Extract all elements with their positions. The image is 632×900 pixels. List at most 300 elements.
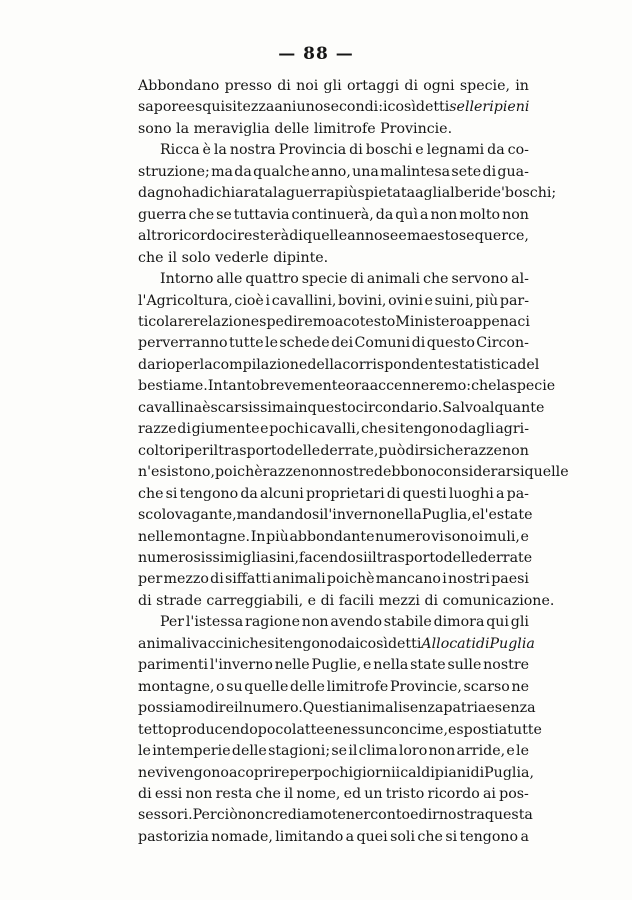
word: quelle	[303, 228, 348, 245]
word: quei	[356, 828, 388, 845]
word: è	[202, 142, 211, 159]
word: niuno	[282, 99, 324, 116]
word: le	[516, 743, 529, 760]
word: al-	[511, 271, 529, 288]
word: per	[175, 356, 200, 373]
word: dire	[205, 700, 234, 717]
word: gli	[323, 78, 342, 94]
word: questi	[402, 485, 447, 502]
word: detti	[387, 635, 422, 652]
text-line	[138, 162, 529, 183]
word: debbono	[373, 464, 436, 481]
word: per	[138, 571, 163, 588]
word: dagli	[458, 421, 495, 438]
word: pochi	[269, 421, 309, 438]
word: tristo	[385, 785, 425, 802]
word: avendo	[330, 614, 382, 631]
word: gli	[510, 614, 529, 631]
word: solo	[181, 249, 211, 266]
word: si	[387, 421, 399, 438]
word: di	[138, 785, 152, 802]
word: delle	[274, 120, 310, 137]
word: delle	[285, 442, 321, 459]
word: ora	[345, 378, 370, 395]
word: Ricca	[160, 142, 200, 159]
word: coltori	[138, 442, 185, 459]
word: coprire	[237, 764, 290, 781]
word: nomade,	[211, 828, 273, 845]
word: In	[250, 528, 266, 545]
word: dirsi	[405, 442, 438, 459]
word: che	[138, 249, 164, 266]
word: e	[186, 99, 195, 116]
word: da	[487, 142, 505, 159]
word: legnami	[426, 142, 485, 159]
word: secondi:	[323, 99, 383, 116]
text-line	[138, 548, 533, 569]
word: a	[334, 313, 344, 330]
word: e	[398, 228, 407, 245]
word: brevemente	[260, 378, 346, 395]
word: si	[267, 635, 280, 652]
word: Abbondano	[138, 78, 220, 94]
word: clima	[358, 743, 398, 760]
word: schede	[279, 335, 330, 352]
word: giorni	[353, 764, 396, 781]
text-line	[138, 505, 533, 526]
word: delle	[443, 549, 479, 566]
word: nella	[386, 507, 422, 524]
word: comunicazione.	[442, 592, 555, 609]
word: conto	[370, 807, 411, 824]
word: detti	[415, 99, 450, 116]
word: producendo	[172, 721, 258, 738]
word: Provincie.	[380, 120, 453, 137]
word: dai	[337, 635, 360, 652]
word: razze	[262, 464, 302, 481]
word: alcuni	[260, 485, 304, 502]
text-line	[138, 763, 534, 784]
word: il	[209, 442, 219, 459]
word: o	[216, 678, 225, 695]
word: vagante,	[174, 507, 237, 524]
word: tengono	[179, 485, 239, 502]
word: considerarsi	[435, 464, 525, 481]
word: siffatti	[224, 571, 272, 588]
word: dario	[138, 356, 176, 373]
body-text	[138, 76, 569, 848]
word: vengono	[168, 764, 229, 781]
word: dipinte.	[273, 249, 329, 266]
text-line	[138, 97, 529, 118]
word: in	[515, 78, 529, 94]
word: sessori.	[138, 807, 193, 824]
word: giumente	[191, 421, 260, 438]
word: muli,	[483, 528, 520, 545]
text-line	[138, 784, 529, 805]
word: in	[293, 399, 308, 416]
word: da	[375, 206, 394, 223]
text-line	[138, 634, 535, 655]
word: la	[213, 142, 227, 159]
word: nostre	[483, 657, 529, 674]
word: il	[234, 700, 244, 717]
italic-word: Allocati	[421, 635, 476, 652]
word: quelle	[524, 464, 569, 481]
word: mancano	[375, 571, 441, 588]
word: questa	[484, 807, 533, 824]
word: specie	[509, 378, 556, 395]
word: non	[502, 206, 529, 223]
word: dichiarata	[199, 185, 274, 202]
word: una	[352, 163, 379, 180]
word: pochi	[313, 764, 354, 781]
text-line	[138, 312, 529, 333]
word: non	[301, 464, 329, 481]
page-number: — 88 —	[278, 44, 354, 64]
word: maestose	[406, 228, 475, 245]
text-line	[138, 76, 529, 97]
word: di	[404, 78, 419, 94]
word: di	[289, 228, 303, 245]
word: resterà	[237, 228, 290, 245]
word: scarso	[463, 678, 510, 695]
word: a	[520, 828, 529, 845]
word: trasporto	[376, 549, 444, 566]
text-line	[138, 527, 529, 548]
word: i	[383, 99, 388, 116]
word: dagno	[138, 185, 183, 202]
word: spediremo	[259, 313, 335, 330]
word: derrate,	[320, 442, 379, 459]
text-line	[138, 441, 529, 462]
text-line	[138, 569, 529, 590]
word: Ministero	[395, 313, 465, 330]
word: il	[168, 249, 178, 266]
word: loro	[398, 743, 428, 760]
word: Provincia	[278, 142, 347, 159]
word: animali	[349, 700, 403, 717]
word: e	[506, 743, 515, 760]
text-line	[138, 612, 529, 633]
word: delle	[289, 678, 325, 695]
word: cioè	[234, 292, 264, 309]
word: numerosissimi	[138, 549, 243, 566]
word: e	[424, 292, 433, 309]
word: nome,	[296, 785, 341, 802]
text-line	[138, 248, 529, 269]
text-line	[138, 140, 529, 161]
text-line	[138, 827, 529, 848]
word: razze	[138, 421, 177, 438]
word: bestiame.	[138, 378, 208, 395]
word: facendosi	[299, 549, 368, 566]
word: di	[177, 421, 191, 438]
text-line	[138, 119, 529, 140]
word: guerra	[138, 206, 187, 223]
word: che	[241, 635, 268, 652]
word: cotesto	[343, 313, 396, 330]
word: tengono	[459, 828, 519, 845]
word: ai	[482, 785, 496, 802]
word: e	[415, 142, 424, 159]
word: dir	[418, 807, 439, 824]
word: così	[359, 635, 388, 652]
word: Perciò	[192, 807, 238, 824]
word: qualche	[253, 163, 310, 180]
word: cavalli,	[309, 421, 361, 438]
word: arride,	[456, 743, 506, 760]
word: cavallini,	[271, 292, 337, 309]
word: la	[176, 120, 190, 137]
text-line	[138, 419, 529, 440]
word: si	[445, 828, 458, 845]
word: non	[428, 743, 456, 760]
word: la	[273, 185, 287, 202]
word: vederle	[215, 249, 269, 266]
word: sono	[138, 120, 172, 137]
word: tutte	[228, 335, 264, 352]
word: animali	[272, 571, 326, 588]
word: ricordo	[172, 228, 225, 245]
word: nostre	[328, 464, 374, 481]
word: scarsissima	[210, 399, 294, 416]
word: n'esistono,	[138, 464, 215, 481]
text-line	[138, 376, 556, 397]
text-line	[138, 183, 557, 204]
word: par-	[499, 292, 529, 309]
word: nella	[373, 657, 409, 674]
word: luoghi	[448, 485, 494, 502]
italic-word: pieni	[493, 99, 530, 116]
word: dei	[331, 335, 354, 352]
text-line	[138, 333, 529, 354]
word: corrispondente	[342, 356, 452, 373]
word: piani	[434, 764, 471, 781]
word: numero.	[243, 700, 303, 717]
word: esposti	[447, 721, 499, 738]
word: bovini,	[338, 292, 387, 309]
word: tengono	[399, 421, 459, 438]
word: che	[471, 378, 497, 395]
word: può	[378, 442, 406, 459]
word: l'istessa	[185, 614, 244, 631]
word: numero	[375, 528, 431, 545]
word: animali	[138, 635, 192, 652]
word: che	[360, 421, 387, 438]
word: ticolare	[138, 313, 193, 330]
word: gli	[242, 549, 261, 566]
text-line	[138, 205, 529, 226]
word: struzione;	[138, 163, 210, 180]
word: querce,	[474, 228, 529, 245]
word: è	[202, 399, 211, 416]
word: a	[274, 99, 283, 116]
text-line	[138, 226, 529, 247]
word: che	[255, 785, 281, 802]
word: squisitezza	[194, 99, 275, 116]
word: di	[424, 592, 439, 609]
word: le	[265, 335, 278, 352]
text-line	[138, 655, 529, 676]
word: Puglia,	[421, 507, 472, 524]
word: della	[307, 356, 343, 373]
word: proprietari	[305, 485, 385, 502]
word: su	[226, 678, 243, 695]
word: poichè	[214, 464, 263, 481]
word: asini,	[260, 549, 299, 566]
italic-word: selleri	[449, 99, 494, 116]
word: gua-	[497, 163, 529, 180]
word: che	[188, 206, 215, 223]
text-line	[138, 741, 529, 762]
text-line	[138, 484, 529, 505]
text-line	[138, 805, 533, 826]
word: tetto	[138, 721, 173, 738]
word: compilazione	[212, 356, 308, 373]
word: specie	[301, 271, 348, 288]
word: pos-	[499, 785, 529, 802]
word: che	[138, 485, 164, 502]
word: a	[228, 764, 238, 781]
word: non	[185, 785, 213, 802]
word: circondario.	[355, 399, 443, 416]
word: relazione	[192, 313, 260, 330]
word: mezzo	[163, 571, 209, 588]
word: Salvo	[442, 399, 482, 416]
word: strade	[156, 592, 202, 609]
word: possiamo	[138, 700, 206, 717]
word: ci	[517, 313, 530, 330]
word: ma	[211, 163, 233, 180]
word: alberi	[441, 185, 484, 202]
word: l'inverno	[209, 657, 273, 674]
italic-word: Puglia	[489, 635, 535, 652]
word: nostra	[229, 142, 276, 159]
word: razze	[463, 442, 502, 459]
word: e	[363, 657, 372, 674]
word: statistica	[451, 356, 518, 373]
word: cavallina	[138, 399, 203, 416]
word: che	[417, 828, 443, 845]
word: Questi	[302, 700, 350, 717]
word: co-	[507, 142, 529, 159]
word: nelle	[274, 657, 310, 674]
word: nelle	[138, 528, 174, 545]
word: di	[277, 78, 291, 94]
word: l'estate	[480, 507, 533, 524]
word: ogni	[423, 78, 455, 94]
word: noi	[296, 78, 319, 94]
word: paesi	[491, 571, 529, 588]
word: alquante	[481, 399, 545, 416]
word: nostra	[438, 807, 485, 824]
word: di	[320, 592, 335, 609]
word: pastorizia	[138, 828, 209, 845]
word: non	[502, 442, 529, 459]
word: il	[367, 549, 377, 566]
word: quì	[395, 206, 419, 223]
word: da	[240, 485, 258, 502]
word: carreggiabili,	[206, 592, 304, 609]
word: senza	[494, 700, 536, 717]
word: altro	[138, 228, 173, 245]
word: Intorno	[160, 271, 214, 288]
text-line	[138, 398, 545, 419]
word: i	[265, 292, 271, 309]
word: animali	[366, 271, 421, 288]
word: senza	[402, 700, 444, 717]
text-line	[138, 291, 529, 312]
word: per	[184, 442, 209, 459]
word: tutte	[507, 721, 542, 738]
word: e	[486, 700, 495, 717]
word: quelle	[244, 678, 289, 695]
word: appena	[464, 313, 518, 330]
word: non	[301, 614, 329, 631]
word: molto	[459, 206, 501, 223]
word: montagne.	[173, 528, 251, 545]
word: agli	[415, 185, 442, 202]
word: annose	[347, 228, 399, 245]
word: tuttavia	[233, 206, 290, 223]
word: non	[430, 206, 458, 223]
word: mandandosi	[236, 507, 324, 524]
word: che	[437, 442, 464, 459]
word: che	[423, 271, 449, 288]
word: l'inverno	[323, 507, 387, 524]
word: scolo	[138, 507, 175, 524]
word: Comuni	[354, 335, 411, 352]
word: nostri	[447, 571, 490, 588]
word: di	[349, 142, 363, 159]
word: delle	[231, 743, 267, 760]
word: sono	[444, 528, 478, 545]
word: qui	[486, 614, 509, 631]
word: ovini	[388, 292, 423, 309]
word: la	[496, 378, 510, 395]
word: guerra	[286, 185, 335, 202]
word: dimora	[433, 614, 485, 631]
word: intemperie	[152, 743, 231, 760]
word: e	[410, 807, 419, 824]
word: questo	[426, 335, 475, 352]
word: vi	[431, 528, 444, 545]
word: ortaggi	[346, 78, 400, 94]
word: limitando	[275, 828, 344, 845]
word: specie,	[459, 78, 510, 94]
word: alle	[216, 271, 243, 288]
word: pa-	[506, 485, 529, 502]
word: quattro	[245, 271, 299, 288]
italic-word: di	[475, 635, 490, 652]
word: poichè	[326, 571, 375, 588]
word: di	[470, 764, 485, 781]
word: non	[237, 807, 265, 824]
word: a	[498, 721, 508, 738]
word: tengono	[279, 635, 338, 652]
word: e	[260, 421, 269, 438]
word: servono	[451, 271, 509, 288]
word: abbondante	[289, 528, 375, 545]
word: vaccini	[191, 635, 242, 652]
word: un	[364, 785, 383, 802]
word: spietata	[357, 185, 416, 202]
word: Intanto	[207, 378, 261, 395]
word: e	[307, 592, 317, 609]
word: mezzi	[378, 592, 420, 609]
word: crediamo	[264, 807, 332, 824]
